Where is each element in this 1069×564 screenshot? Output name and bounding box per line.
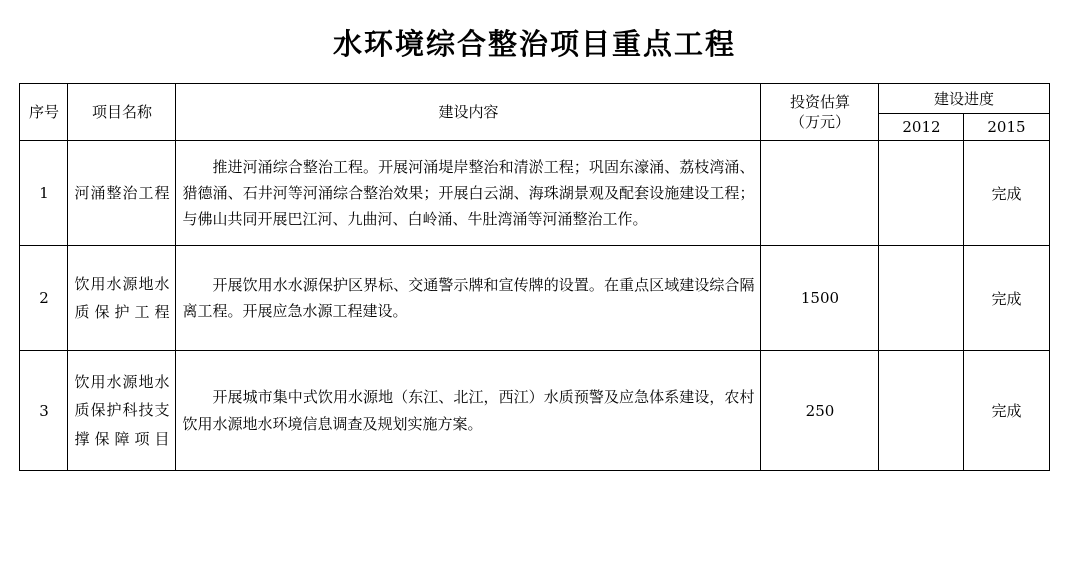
row-progress-2015: 完成 [964, 246, 1049, 351]
row-progress-2015: 完成 [964, 141, 1049, 246]
row-progress-2015: 完成 [964, 351, 1049, 471]
column-header-year-2015: 2015 [964, 114, 1049, 141]
table-body [20, 141, 1049, 471]
row-progress-2012 [879, 246, 964, 351]
row-content: 推进河涌综合整治工程。开展河涌堤岸整治和清淤工程；巩固东濠涌、荔枝湾涌、猎德涌、石井河等河涌综合整治效果；开展白云湖、海珠湖景观及配套设施建设工程；与佛山共同开展巴江河、九曲河、白岭涌、牛肚湾涌等河涌整治工作。 [176, 141, 761, 246]
row-progress-2012 [879, 141, 964, 246]
column-header-investment-line2: （万元） [789, 113, 850, 131]
column-header-content: 建设内容 [176, 84, 761, 141]
row-investment [761, 141, 879, 246]
row-project-name: 饮用水源地水质保护工程 [68, 246, 176, 351]
page-title: 水环境综合整治项目重点工程 [332, 27, 736, 61]
column-header-year-2012: 2012 [879, 114, 964, 141]
table-row [20, 246, 1049, 351]
row-project-name: 饮用水源地水质保护科技支撑保障项目 [68, 351, 176, 471]
row-content: 开展城市集中式饮用水源地（东江、北江，西江）水质预警及应急体系建设，农村饮用水源地水环境信息调查及规划实施方案。 [176, 351, 761, 471]
table-row [20, 351, 1049, 471]
column-header-investment [761, 84, 879, 141]
table-header [20, 84, 1049, 141]
row-progress-2012 [879, 351, 964, 471]
water-environment-projects-table [19, 83, 1049, 471]
row-no: 2 [20, 246, 68, 351]
column-header-no: 序号 [20, 84, 68, 141]
row-investment: 250 [761, 351, 879, 471]
row-no: 3 [20, 351, 68, 471]
row-content: 开展饮用水水源保护区界标、交通警示牌和宣传牌的设置。在重点区域建设综合隔离工程。开展应急水源工程建设。 [176, 246, 761, 351]
row-no: 1 [20, 141, 68, 246]
row-project-name: 河涌整治工程 [68, 141, 176, 246]
column-header-project-name: 项目名称 [68, 84, 176, 141]
column-header-investment-line1: 投资估算 [789, 92, 850, 111]
row-investment: 1500 [761, 246, 879, 351]
document-page [0, 22, 1069, 564]
table-row [20, 141, 1049, 246]
column-header-progress: 建设进度 [879, 84, 1049, 114]
table-header-row-1 [20, 84, 1049, 114]
